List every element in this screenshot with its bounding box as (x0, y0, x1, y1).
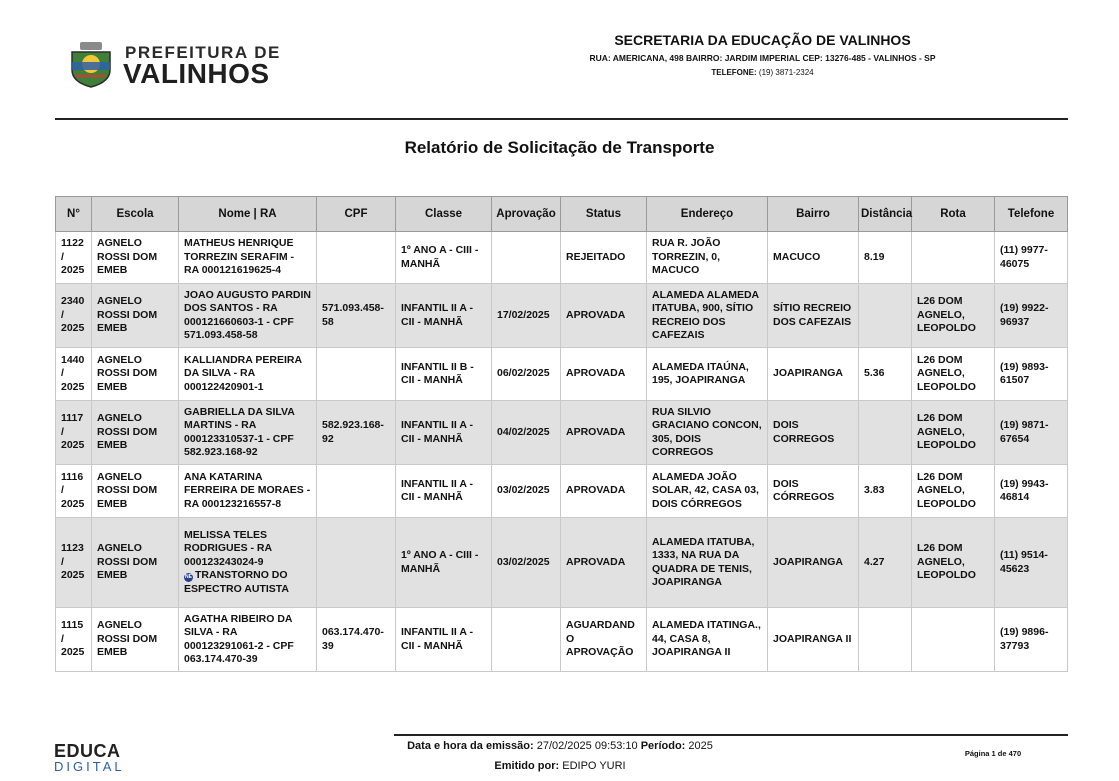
cell-rota (912, 232, 995, 284)
cell-escola: AGNELO ROSSI DOM EMEB (92, 401, 179, 465)
cell-endereco: ALAMEDA ITAÚNA, 195, JOAPIRANGA (647, 348, 768, 401)
cell-cpf (317, 465, 396, 518)
col-header-escola: Escola (92, 197, 179, 232)
cell-bairro: DOIS CORREGOS (768, 401, 859, 465)
cell-escola: AGNELO ROSSI DOM EMEB (92, 518, 179, 608)
cell-endereco: ALAMEDA ITATUBA, 1333, NA RUA DA QUADRA DE TENIS, JOAPIRANGA (647, 518, 768, 608)
cell-cpf (317, 232, 396, 284)
city-logo (66, 40, 281, 90)
cell-endereco: ALAMEDA ALAMEDA ITATUBA, 900, SÍTIO RECREIO DOS CAFEZAIS (647, 284, 768, 348)
cell-aprovacao (492, 608, 561, 672)
col-header-telefone: Telefone (995, 197, 1068, 232)
cell-classe: INFANTIL II A - CII - MANHÃ (396, 284, 492, 348)
cell-aprovacao (492, 232, 561, 284)
footer-divider (394, 734, 1068, 736)
cell-telefone: (19) 9893-61507 (995, 348, 1068, 401)
cell-endereco: ALAMEDA ITATINGA., 44, CASA 8, JOAPIRANGA II (647, 608, 768, 672)
col-header-aprovacao: Aprovação (492, 197, 561, 232)
org-info (545, 32, 980, 77)
issued-by-line (330, 760, 790, 772)
student-name-ra: GABRIELLA DA SILVA MARTINS - RA 000123310537-1 - CPF 582.923.168-92 (184, 405, 295, 458)
cell-bairro: MACUCO (768, 232, 859, 284)
student-name-ra: MELISSA TELES RODRIGUES - RA 000123243024-9 (184, 528, 272, 568)
cell-aprovacao: 17/02/2025 (492, 284, 561, 348)
cell-status: APROVADA (561, 348, 647, 401)
period-value: 2025 (688, 740, 713, 752)
brand-line2: DIGITAL (54, 759, 125, 774)
org-name: SECRETARIA DA EDUCAÇÃO DE VALINHOS (614, 32, 911, 48)
cell-aprovacao: 03/02/2025 (492, 465, 561, 518)
cell-distancia: 5.36 (859, 348, 912, 401)
educa-digital-logo (54, 742, 125, 774)
issued-by-label: Emitido por: (494, 760, 560, 772)
table-row (56, 348, 1068, 401)
col-header-cpf: CPF (317, 197, 396, 232)
cell-rota: L26 DOM AGNELO, LEOPOLDO (912, 518, 995, 608)
cell-bairro: SÍTIO RECREIO DOS CAFEZAIS (768, 284, 859, 348)
cell-endereco: ALAMEDA JOÃO SOLAR, 42, CASA 03, DOIS CÓRREGOS (647, 465, 768, 518)
cell-escola: AGNELO ROSSI DOM EMEB (92, 284, 179, 348)
cell-rota: L26 DOM AGNELO, LEOPOLDO (912, 284, 995, 348)
cell-status: APROVADA (561, 518, 647, 608)
cell-num: 1117 / 2025 (56, 401, 92, 465)
col-header-distancia: Distância (859, 197, 912, 232)
cell-cpf: 582.923.168-92 (317, 401, 396, 465)
org-phone (545, 68, 980, 77)
cell-distancia: 8.19 (859, 232, 912, 284)
cell-cpf: 063.174.470-39 (317, 608, 396, 672)
cell-status: AGUARDANDO APROVAÇÃO (561, 608, 647, 672)
col-header-endereco: Endereço (647, 197, 768, 232)
cell-escola: AGNELO ROSSI DOM EMEB (92, 465, 179, 518)
emission-info (330, 740, 790, 772)
cell-status: APROVADA (561, 401, 647, 465)
cell-bairro: JOAPIRANGA II (768, 608, 859, 672)
cell-num: 1440 / 2025 (56, 348, 92, 401)
cell-bairro: JOAPIRANGA (768, 518, 859, 608)
cell-endereco: RUA SILVIO GRACIANO CONCON, 305, DOIS CORREGOS (647, 401, 768, 465)
special-needs-icon: NE (185, 574, 192, 581)
table-header-row (56, 197, 1068, 232)
cell-nome-ra (179, 518, 317, 608)
page-number: Página 1 de 470 (964, 749, 1022, 758)
cell-nome-ra (179, 401, 317, 465)
cell-nome-ra (179, 608, 317, 672)
cell-nome-ra (179, 465, 317, 518)
cell-rota: L26 DOM AGNELO, LEOPOLDO (912, 401, 995, 465)
cell-num: 1123 / 2025 (56, 518, 92, 608)
cell-bairro: JOAPIRANGA (768, 348, 859, 401)
cell-classe: INFANTIL II A - CII - MANHÃ (396, 465, 492, 518)
student-name-ra: AGATHA RIBEIRO DA SILVA - RA 000123291061-2 - CPF 063.174.470-39 (184, 612, 294, 665)
city-crest-icon (66, 40, 116, 88)
cell-aprovacao: 06/02/2025 (492, 348, 561, 401)
cell-telefone: (19) 9871-67654 (995, 401, 1068, 465)
cell-telefone: (11) 9514-45623 (995, 518, 1068, 608)
cell-bairro: DOIS CÓRREGOS (768, 465, 859, 518)
table-row (56, 284, 1068, 348)
student-name-ra: KALLIANDRA PEREIRA DA SILVA - RA 000122420901-1 (184, 353, 302, 393)
cell-escola: AGNELO ROSSI DOM EMEB (92, 348, 179, 401)
student-name-ra: JOAO AUGUSTO PARDIN DOS SANTOS - RA 000121660603-1 - CPF 571.093.458-58 (184, 288, 311, 341)
cell-distancia: 3.83 (859, 465, 912, 518)
logo-text-line2: VALINHOS (123, 58, 270, 89)
issued-by-value: EDIPO YURI (562, 760, 626, 772)
cell-classe: 1º ANO A - CIII - MANHÃ (396, 518, 492, 608)
cell-nome-ra (179, 284, 317, 348)
cell-distancia (859, 608, 912, 672)
cell-telefone: (19) 9922-96937 (995, 284, 1068, 348)
cell-num: 1115 / 2025 (56, 608, 92, 672)
cell-classe: INFANTIL II B - CII - MANHÃ (396, 348, 492, 401)
cell-num: 2340 / 2025 (56, 284, 92, 348)
col-header-num: N° (56, 197, 92, 232)
brand-line1: EDUCA (54, 741, 121, 761)
cell-nome-ra (179, 348, 317, 401)
org-address: RUA: AMERICANA, 498 BAIRRO: JARDIM IMPERIAL CEP: 13276-485 - VALINHOS - SP (589, 53, 936, 63)
cell-distancia (859, 401, 912, 465)
col-header-status: Status (561, 197, 647, 232)
cell-num: 1116 / 2025 (56, 465, 92, 518)
cell-aprovacao: 03/02/2025 (492, 518, 561, 608)
cell-status: APROVADA (561, 465, 647, 518)
cell-telefone: (19) 9943-46814 (995, 465, 1068, 518)
report-title: Relatório de Solicitação de Transporte (404, 138, 715, 157)
cell-escola: AGNELO ROSSI DOM EMEB (92, 232, 179, 284)
cell-endereco: RUA R. JOÃO TORREZIN, 0, MACUCO (647, 232, 768, 284)
cell-rota: L26 DOM AGNELO, LEOPOLDO (912, 348, 995, 401)
student-name-ra: MATHEUS HENRIQUE TORREZIN SERAFIM - RA 000121619625-4 (184, 237, 295, 277)
emission-value: 27/02/2025 09:53:10 (536, 740, 638, 752)
cell-escola: AGNELO ROSSI DOM EMEB (92, 608, 179, 672)
cell-nome-ra (179, 232, 317, 284)
cell-num: 1122 / 2025 (56, 232, 92, 284)
cell-rota: L26 DOM AGNELO, LEOPOLDO (912, 465, 995, 518)
cell-classe: INFANTIL II A - CII - MANHÃ (396, 401, 492, 465)
cell-telefone: (11) 9977-46075 (995, 232, 1068, 284)
col-header-nome-ra: Nome | RA (179, 197, 317, 232)
table-row (56, 401, 1068, 465)
cell-cpf (317, 348, 396, 401)
emission-label: Data e hora da emissão: (407, 740, 534, 752)
cell-classe: INFANTIL II A - CII - MANHÃ (396, 608, 492, 672)
cell-aprovacao: 04/02/2025 (492, 401, 561, 465)
period-label: Período: (640, 740, 686, 752)
cell-cpf: 571.093.458-58 (317, 284, 396, 348)
cell-classe: 1º ANO A - CIII - MANHÃ (396, 232, 492, 284)
cell-status: REJEITADO (561, 232, 647, 284)
table-row (56, 518, 1068, 608)
logo-text-line1: PREFEITURA DE (125, 43, 281, 62)
transport-requests-table (55, 196, 1068, 672)
cell-telefone: (19) 9896-37793 (995, 608, 1068, 672)
cell-cpf (317, 518, 396, 608)
table-row (56, 608, 1068, 672)
emission-line (330, 740, 790, 752)
diagnosis-label: TRANSTORNO DO ESPECTRO AUTISTA (184, 569, 290, 595)
table-row (56, 465, 1068, 518)
cell-distancia: 4.27 (859, 518, 912, 608)
cell-distancia (859, 284, 912, 348)
cell-status: APROVADA (561, 284, 647, 348)
col-header-bairro: Bairro (768, 197, 859, 232)
header-divider (55, 118, 1068, 120)
org-phone-value: (19) 3871-2324 (758, 68, 814, 77)
col-header-classe: Classe (396, 197, 492, 232)
cell-rota (912, 608, 995, 672)
student-name-ra: ANA KATARINA FERREIRA DE MORAES - RA 000123216557-8 (184, 470, 311, 510)
org-phone-label: TELEFONE: (711, 68, 757, 77)
table-row (56, 232, 1068, 284)
col-header-rota: Rota (912, 197, 995, 232)
